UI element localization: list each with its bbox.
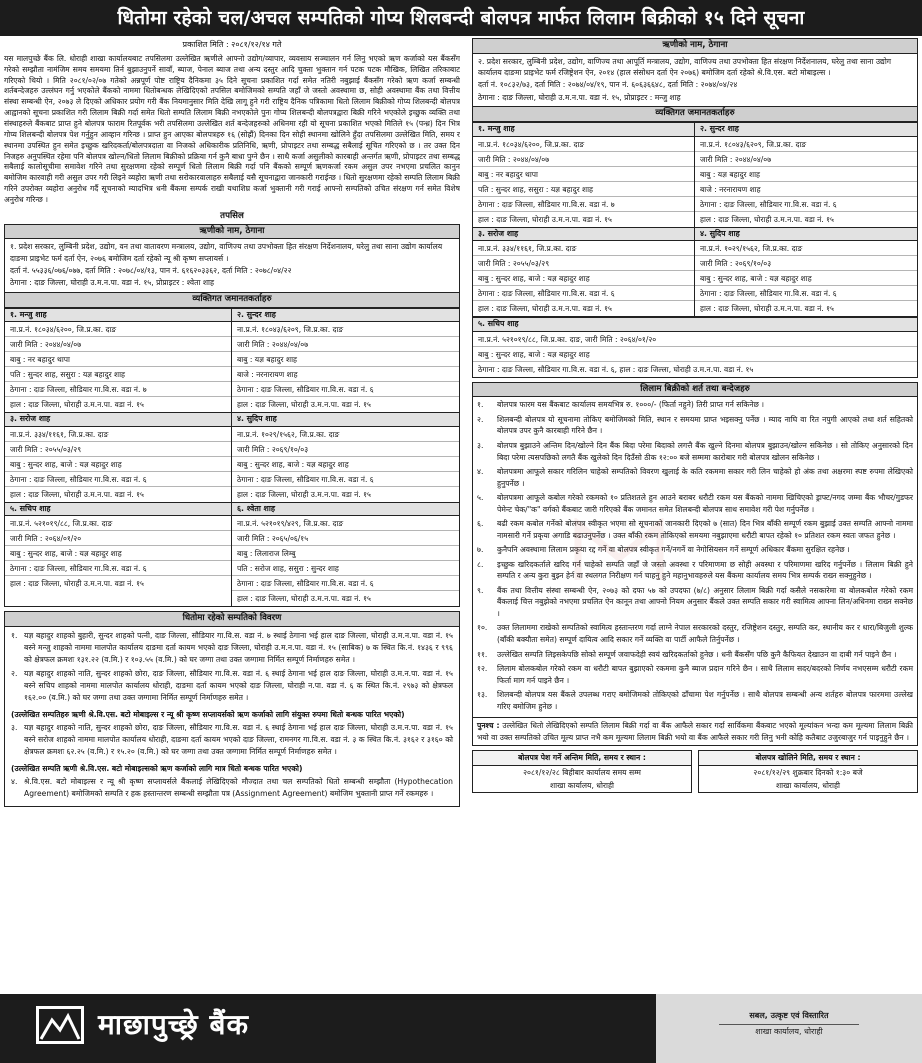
guarantor-detail-line: हाल : दाङ जिल्ला, घोराही उ.म.न.पा. वडा नं. १५ (10, 579, 144, 589)
term-item (477, 559, 913, 582)
punashcha-label: पुनश्च : (477, 721, 500, 731)
guarantor-card (5, 502, 232, 607)
guarantor-detail-line: ठेगाना : दाङ जिल्ला, सौडियार गा.वि.स. वडा नं. ६ (232, 472, 459, 487)
guarantor-name: २. सुन्दर शाह (232, 309, 459, 323)
guarantor-detail-line: ना.प्र.नं. १८०३४/६२००, जि.प्र.का. दाङ (473, 137, 694, 152)
property-num: २. (11, 669, 18, 679)
term-text: बोलपत्रमा आफूले सकार गरिलिन चाहेको सम्पतिको विवरण खुलाई के कति रकममा सकार गरी लिन चाहेको हो अंक तथा अक्षरमा स्पष्ट रुपमा लेखिएको हुनुपर्नेछ । (497, 467, 913, 488)
footer-divider (719, 1024, 859, 1025)
term-text: उल्लेखित सम्पति लिइसकेपछि सोको सम्पूर्ण जवाफदेही स्वयं खरिदकर्ताको हुनेछ । धनी बैंकसँग पछि कुनै कैफियत देखाउन वा दाबी गर्न पाइने छैन । (497, 649, 897, 659)
guarantor-detail-line: ना.प्र.नं. १०२९/१५६२, जि.प्र.का. दाङ (232, 427, 459, 442)
guarantor-detail-line: ना.प्र.नं. १८०४३/६२०९, जि.प्र.का. दाङ (232, 322, 459, 337)
guarantor-detail-line: ठेगाना : दाङ जिल्ला, सौडियार गा.वि.स. वडा नं. ६, हाल : दाङ जिल्ला, घोराही उ.म.न.पा. वडा नं. १५ (478, 364, 754, 374)
guarantor-detail-line: पति : सुन्दर शाह, ससुरा : यज्ञ बहादुर शाह (5, 367, 231, 382)
guarantor-detail-line: बाबु : सुन्दर शाह, बाजे : यज्ञ बहादुर शाह (232, 457, 459, 472)
guarantor-detail-line: ठेगाना : दाङ जिल्ला, सौडियार गा.वि.स. वडा नं. ६ (473, 286, 694, 301)
property-text: यज्ञ बहादुर शाहको नाति, सुन्दर शाहको छोरा, दाङ जिल्ला, सौडियार गा.वि.स. वडा नं. ६ स्थाई ठेगाना भई हाल दाङ जिल्ला, घोराही उ.म.न.पा. वडा नं. १५ बस्ने सरोज शाहको नाममा मालपोत कार्यालय धोराही, दाङमा दर्ता कायम भएको दाङ जिल्ला, रामनगर गा.वि.स. वडा नं. ३ क स्थित कि.नं. ३१६२ र ३१६० को क्षेत्रफल क्रमशः ६२.२५ (व.मि.) र १५.२० (व.मि.) को घर जग्गा तथा उक्त जग्गामा निर्मित सम्पूर्ण निर्माणहरु समेत । (24, 723, 454, 756)
property-num: ४. (11, 777, 18, 787)
guarantor-detail-line: हाल : दाङ जिल्ला, घोराही उ.म.न.पा. वडा नं. १५ (10, 400, 144, 410)
guarantor-name: १. मन्जु शाह (5, 309, 231, 323)
guarantor-detail-line: हाल : दाङ जिल्ला, घोराही उ.म.न.पा. वडा नं. १५ (478, 304, 612, 314)
term-number: १. (477, 400, 484, 410)
guarantor-card (473, 317, 917, 377)
guarantor-detail-line: जारी मिति : २०६५/०६/१५ (232, 531, 459, 546)
guarantor-detail-line: ना.प्र.नं. ५२१०१९/४२९, जि.प्र.का. दाङ (232, 516, 459, 531)
notice-title: धितोमा रहेको चल/अचल सम्पतिको गोप्य शिलबन्दी बोलपत्र मार्फत लिलाम बिक्रीको १५ दिने सूचना (0, 0, 922, 36)
guarantor-detail-line: ना.प्र.नं. ५२१०१९/८८, जि.प्र.का. दाङ (5, 516, 231, 531)
property-item (11, 722, 453, 757)
property-item (11, 668, 453, 703)
guarantor-name: ३. सरोज शाह (473, 228, 694, 242)
property-num: १. (11, 631, 18, 640)
right-guarantor-five (472, 317, 918, 378)
guarantor-name: ४. सुदिप शाह (232, 413, 459, 427)
guarantor-detail-line: हाल : दाङ जिल्ला, घोराही उ.म.न.पा. वडा नं. १५ (237, 489, 371, 499)
guarantor-detail-line: बाबु : सुन्दर शाह, बाजे : यज्ञ बहादुर शाह (473, 271, 694, 286)
guarantor-detail-line: जारी मिति : २०४४/०४/०७ (695, 152, 917, 167)
guarantor-detail-line: बाबु : लिलाराज लिम्बु (232, 546, 459, 561)
left-borrower-address: ठेगाना : दाङ जिल्ला, घोराही उ.म.न.पा. वडा नं. १५, प्रोप्राइटर : श्वेता शाह (10, 278, 215, 288)
left-borrower-text: १. प्रदेश सरकार, लुम्बिनी प्रदेश, उद्योग, वन तथा वातावरण मन्त्रालय, उद्योग, वाणिज्य तथा उपभोक्ता हित संरक्षण निर्देशनालय, घरेलु तथा साना उद्योग कार्यालय दाङमा प्राइभेट फर्म दर्ता ऐन, २०७६ बमोजिम दर्ता रहेको न्यू श्री कृष्ण सप्लायर्स । (10, 242, 443, 263)
opening-date-heading: बोलपत्र खोलिने मिति, समय र स्थान : (699, 751, 917, 765)
guarantor-detail-line: बाबु : नर बहादुर थापा (473, 167, 694, 182)
guarantor-detail-line: जारी मिति : २०५५/०३/२९ (5, 442, 231, 457)
property-note-single: (उल्लेखित सम्पति ऋणी श्रे.वि.एस. बटो मोबाइल्सको ऋण कर्जाको लागि मात्र धितो बन्धक पारित भएको) (11, 763, 303, 773)
term-item (477, 663, 913, 686)
term-text: बोलपत्र फारम यस बैंकबाट कार्यालय समयभित्र रु. १०००/- (फिर्ता नहुने) तिरी प्राप्त गर्न सकिनेछ । (497, 400, 765, 410)
published-date: प्रकाशित मिति : २०८१/१२/१४ गते (182, 40, 282, 49)
guarantor-detail-line: हाल : दाङ जिल्ला, घोराही उ.म.न.पा. वडा नं. १५ (237, 400, 371, 410)
term-item (477, 414, 913, 437)
guarantor-detail-line: ठेगाना : दाङ जिल्ला, सौडियार गा.वि.स. वडा नं. ६ (5, 472, 231, 487)
guarantor-name: ३. सरोज शाह (5, 413, 231, 427)
guarantor-detail-line: ठेगाना : दाङ जिल्ला, सौडियार गा.वि.स. वडा नं. ६ (232, 576, 459, 591)
term-number: १२. (477, 664, 488, 674)
guarantor-detail-line: हाल : दाङ जिल्ला, घोराही उ.म.न.पा. वडा नं. १५ (237, 594, 371, 604)
guarantor-name: ४. सुदिप शाह (695, 228, 917, 242)
right-guarantor-grid (472, 122, 918, 317)
guarantor-card (473, 122, 695, 227)
term-item (477, 689, 913, 712)
guarantor-name: २. सुन्दर शाह (695, 123, 917, 137)
property-text: यज्ञ बहादुर शाहको बुहारी, सुन्दर शाहको पत्नी, दाङ जिल्ला, सौडियार गा.वि.स. वडा नं. ७ स्थाई ठेगाना भई हाल दाङ जिल्ला, घोराही उ.म.न.पा. वडा नं. १५ बस्ने मन्जु शाहको नाममा मालपोत कार्यालय दाङमा दर्ता कायम भएको दाङ जिल्ला, घोराही उ.म.न.पा. वडा नं. १५ (साबिक) ७ क स्थित कि.नं. १४३६ र ९९६ को क्षेत्रफल क्रमशः १३१.२२ (व.मि.) र १०३.५५ (व.मि.) को घर जग्गा तथा उक्त जग्गामा निर्मित सम्पूर्ण निर्माणहरु समेत । (24, 631, 453, 664)
guarantor-detail-line: बाबु : यज्ञ बहादुर शाह (695, 167, 917, 182)
property-text: यज्ञ बहादुर शाहको नाति, सुन्दर शाहको छोरा, दाङ जिल्ला, सौडियार गा.वि.स. वडा नं. ६ स्थाई ठेगाना भई हाल दाङ जिल्ला, घोराही उ.म.न.पा. वडा नं. १५ बस्ने सचिप शाहको नाममा मालपोत कार्यालय धोराही, दाङमा दर्ता कायम भएको दाङ जिल्ला, घोराही न.पा. वडा नं. ६ क स्थित कि.नं. २९७३ को क्षेत्रफल १६२.०० (व.मि.) को घर जग्गा तथा उक्त जग्गामा निर्मित सम्पूर्ण निर्माणहरु समेत । (24, 669, 453, 702)
submission-deadline-box (472, 750, 692, 793)
footer-bar (0, 994, 922, 1063)
opening-date-place: शाखा कार्यालय, धोराही (776, 781, 840, 790)
deadlines (472, 750, 918, 793)
term-number: ८. (477, 559, 484, 569)
guarantor-card (473, 227, 695, 317)
property-num: ३. (11, 723, 18, 733)
guarantor-card (5, 412, 232, 502)
bank-tagline: सबल, उत्कृष्ट एवं विस्तारित (749, 1011, 829, 1020)
guarantor-name: ६. श्वेता शाह (232, 503, 459, 517)
term-item (477, 518, 913, 541)
term-number: ४. (477, 467, 484, 477)
left-borrower-box (4, 239, 460, 293)
intro-paragraph: यस मालपुच्छे बैंक लि. धोराही शाखा कार्यालयबाट तपसिलमा उल्लेखित ऋणीले आफ्नो उद्योग/व्यापार, व्यवसाय सञ्चालन गर्न लिनु भएको ऋण कर्जाको यस बैंकसँग गरेको सम्झौता नामंजिम समय समयमा तिर्न बुझाउनुपर्ने सावाँ, ब्याज, पेनाल ब्याज तथा अन्य दस्तुर आदि चुक्ता भुक्तान गर्न पटक पटक मौखिक, लिखित तरिकाबाट गरिएको थियो । मिति २०८१/०२/०७ गतेको अन्नपूर्ण पोष्ट राष्ट्रिय दैनिकमा ३५ दिने सूचना प्रकाशित गर्दा समेत नतिरी नबुझाई बैंकसँग गरेको ऋण कर्जा सम्बन्धी शर्तबन्देजहरु उल्लंघन गर्नु भएकोले बैंकको नाममा धितोबन्धक लेखिदिएको तपसिल बमोजिमको सम्पति जहाँ जे जस्तो अवस्थामा छ, सोही अवस्थामा बैंक तथा वित्तीय संस्था सम्बन्धी ऐन, २०७३ ले दिएको अधिकार प्रयोग गरी बैंक नियमानुसार मिति देखि लागू हुने गरी राष्ट्रिय दैनिक पत्रिकामा धितो लिलाम बिक्रीको गोप्य शिलबन्दी बोलपत्र आह्वानको सूचना प्रकाशित गरी लिलाम बिक्री गर्दा समेत धितो सम्पति लिलाम बिक्री नभएकोले पुनः गोप्य शिलबन्दी बोलपत्रद्वारा बिक्री गरिने भएकोले इच्छुक व्यक्ति तथा संस्थाहरुले बैंकबाट प्राप्त हुने बोलपत्र फाराम रितपूर्वक भरी तपसिलमा उल्लेखित शर्त बन्देजहरुको अधिनमा रही यो सूचना प्रकाशित भएको मितिले १५ (पन्ध्र) दिन भित्र गोप्य शिलबन्दी बोलपत्र पेश गर्नुहुन आव्हान गरिन्छ । प्राप्त हुन आएका बोलपत्रहरु १६ (सोह्रौं) दिनका दिन सोही स्थानमा खोलिने हुँदा तपसिलमा उल्लेखित मिति, समय र स्थानमा उपस्थित हुन समेत इच्छुक खरिदकर्ता/बोलपत्रदाता वा निजको अधिकारीक प्रतिनिधि, ऋणी, प्रोपाइटर तथा सम्बद्ध सबैलाई सूचित गरिएको छ । तर उक्त दिन निजहरु अनुपस्थित रहेमा पनि बोलपत्र खोल्न/धितो लिलाम बिक्रीको प्रक्रिया गर्न कुनै बाधा पुग्ने छैन । साथै कर्जा असुलीको कारबाही अन्तर्गत ऋणी, प्रोपाइटर तथा सम्बद्ध सबैलाई कालोसूचीमा समावेश गरिने तथा सुरक्षणमा रहेको सम्पूर्ण धितो लिलाम बिक्री गर्दा पनि बैंकको सम्पूर्ण ऋणकर्जा रकम असुल उपर नभएमा प्रचलित कानुन बमोजिम कारवाही गरी असुल उपर गरी लिइने व्यहोरा ऋणी तथा सरोकारवालाहरु सबैलाई यसै सूचनाद्वारा जानकारी गराईन्छ । धितो सुरक्षणमा रहेको सम्पति लिलाम बिक्री गरिने उपरोक्त व्यहोरा अनुरोध गर्दै सूचनाको म्यादभित्र धनी बैंकमा सम्पर्क राखी यथाशिघ्र कर्जा भुक्तानी गरी गराई आफ्नो सम्पतिको उचित संरक्षण गर्न समेत विशेष अनुरोध गरिन्छ । (4, 53, 460, 205)
term-text: शिलबन्दी बोलपत्र यस बैंकले उपलब्ध गराए बमोजिमको तोकिएको ढाँचामा पेश गर्नुपर्नेछ । साथै बोलपत्र सम्बन्धी अन्य शर्तहरु बोलपत्र फारममा उल्लेख गरिए बमोजिम हुनेछ । (497, 690, 913, 711)
term-text: इच्छुक खरिदकर्ताले खरिद गर्न चाहेको सम्पति जहाँ जे जस्तो अवस्था र परिमाणमा छ सोही अवस्था र परिमाणमा खरिद गर्नुपर्नेछ । लिलाम बिक्री हुने सम्पति र अन्य कुरा बुझ्न हेर्न वा स्थलगत निरीक्षण गर्न चाहनु हुने महानुभावहरुले यस बैंकमा कार्यालय समय भित्र सम्पर्क राख्न सक्नुहुनेछ । (497, 559, 913, 581)
term-text: बढी रकम कबोल गर्नेको बोलपत्र स्वीकृत भएमा सो सूचनाको जानकारी दिएको ७ (सात) दिन भित्र बाँकी सम्पूर्ण रकम बुझाई उक्त सम्पति आफ्नो नाममा नामसारी गर्ने प्रकृया अगाडि बढाउनुपर्नेछ । उक्त बाँकी रकम तोकिएको समयमा नबुझाएमा धरौटी बापत रहेको १० प्रतिशत रकम स्वतः जफत हुनेछ । (497, 519, 913, 540)
submission-deadline-date: २०८१/१२/२८ बिहीबार कार्यालय समय सम्म (523, 767, 641, 777)
property-note-joint: (उल्लेखित सम्पतिहरु ऋणी श्रे.वि.एस. बटो मोबाइल्स र न्यू श्री कृष्ण सप्लायर्सको ऋण कर्जाको लागि संयुक्त रुपमा धितो बन्धक पारित भएको) (11, 709, 405, 719)
right-borrower-reg: दर्ता नं. १०८३२/७३, दर्ता मिति : २०७४/०४/१९, पान नं. ६०६३६६४८, दर्ता मिति : २०७४/०४/२४ (478, 80, 738, 90)
submission-deadline-heading: बोलपत्र पेश गर्ने अन्तिम मिति, समय र स्थान : (473, 751, 691, 765)
opening-date-box (698, 750, 918, 793)
guarantor-detail-line: पति : सरोज शाह, ससुरा : सुन्दर शाह (232, 561, 459, 576)
guarantor-detail-line: बाजे : नरनारायण शाह (695, 182, 917, 197)
term-number: २. (477, 414, 484, 424)
left-borrower-heading: ऋणीको नाम, ठेगाना (4, 224, 460, 240)
term-text: शिलबन्दी बोलपत्र यो सूचनामा तोकिए बमोजिमको मिति, स्थान र समयमा प्राप्त भइसक्नु पर्नेछ । म्याद नाघि वा रित नपुगी आएको तथा शर्त सहितको बोलपत्र उपर कुनै कारबाही गरिने छैन । (497, 414, 913, 436)
guarantor-detail-line: ना.प्र.नं. ३३४/११६१, जि.प्र.का. दाङ (473, 241, 694, 256)
guarantor-detail-line: जारी मिति : २०४४/०४/०७ (5, 337, 231, 352)
term-number: ५. (477, 493, 484, 503)
tapsil-heading: तपसिल (220, 210, 244, 221)
mountain-logo-icon (36, 1006, 84, 1044)
guarantor-detail-line: हाल : दाङ जिल्ला, घोराही उ.म.न.पा. वडा नं. १५ (478, 214, 612, 224)
term-item (477, 585, 913, 620)
right-borrower-text: २. प्रदेश सरकार, लुम्बिनी प्रदेश, उद्योग, वाणिज्य तथा आपूर्ति मन्त्रालय, उद्योग, वाणिज्य तथा उपभोक्ता हित संरक्षण निर्देशनालय, घरेलु तथा साना उद्योग कार्यालय दाङमा प्राइभेट फर्म रजिष्ट्रेशन ऐन, २०१४ (हाल संसोधन दर्ता ऐन २०७६) बमोजिम दर्ता रहेको श्रे.वि.एस. बटो मोबाइल्स । (478, 56, 892, 78)
guarantor-name: ५. सचिप शाह (5, 503, 231, 517)
submission-deadline-place: शाखा कार्यालय, धोराही (550, 781, 614, 790)
left-borrower-reg: दर्ता नं. ५५३३६/०७६/०७७, दर्ता मिति : २०७८/०४/१३, पान नं. ६१६२०३३६२, दर्ता मिति : २०७८/०४/२२ (10, 266, 292, 276)
guarantor-detail-line: हाल : दाङ जिल्ला, घोराही उ.म.न.पा. वडा नं. १५ (10, 489, 144, 499)
guarantor-detail-line: बाजे : नरनारायण शाह (232, 367, 459, 382)
left-guarantor-grid (4, 308, 460, 608)
opening-date-date: २०८१/१२/२९ शुक्रबार दिनको १:३० बजे (753, 767, 863, 777)
guarantor-detail-line: जारी मिति : २०४४/०४/०७ (473, 152, 694, 167)
guarantor-detail-line: हाल : दाङ जिल्ला, घोराही उ.म.न.पा. वडा नं. १५ (700, 214, 834, 224)
punashcha-box (472, 718, 918, 746)
guarantor-detail-line: ठेगाना : दाङ जिल्ला, सौडियार गा.वि.स. वडा नं. ६ (695, 197, 917, 212)
term-text: बोलपत्र बुझाउने अन्तिम दिन/खोल्ने दिन बैंक बिदा परेमा बिदाको लगत्तै बैंक खुल्ने दिनमा बोलपत्र बुझाउन/खोल्न सकिनेछ । सो तोकिए अनुसारको दिन बिदा परेमा त्यसपछिको लगतै बैंक खुलेको दिन दिउँसो ठीक १२:०० बजे सम्ममा कारोबार गरी बोलपत्र खोलन सकिनेछ । (497, 441, 913, 462)
guarantor-detail-line: बाबु : सुन्दर शाह, बाजे : यज्ञ बहादुर शाह (695, 271, 917, 286)
guarantor-name: १. मन्जु शाह (473, 123, 694, 137)
guarantor-detail-line: जारी मिति : २०५५/०३/२९ (473, 256, 694, 271)
guarantor-card (5, 308, 232, 413)
property-text: श्रे.वि.एस. बटो मोबाइल्स र न्यू श्री कृष्ण सप्लायर्सले बैंकलाई लेखिदिएको मौज्दात तथा चल सम्पतिको धितो सम्बन्धी सम्झौता (Hypothecation Agreement) बमोजिमको सम्पति र हक हस्तान्तरण सम्बन्धी सम्झौता पत्र (Assignment Agreement) बमोजिम भुक्तानी प्राप्त गर्ने रकमहरु । (24, 777, 453, 799)
term-number: १०. (477, 623, 488, 633)
guarantor-detail-line: बाबु : नर बहादुर थापा (5, 352, 231, 367)
guarantor-detail-line: हाल : दाङ जिल्ला, घोराही उ.म.न.पा. वडा नं. १५ (700, 304, 834, 314)
guarantor-detail-line: ठेगाना : दाङ जिल्ला, सौडियार गा.वि.स. वडा नं. ६ (5, 561, 231, 576)
guarantor-detail-line: बाबु : यज्ञ बहादुर शाह (232, 352, 459, 367)
term-item (477, 399, 913, 411)
guarantor-detail-line: ना.प्र.नं. १८०३४/६२००, जि.प्र.का. दाङ (5, 322, 231, 337)
terms-heading: लिलाम बिक्रीको शर्त तथा बन्देजहरु (472, 382, 918, 398)
guarantor-detail-line: ठेगाना : दाङ जिल्ला, सौडियार गा.वि.स. वडा नं. ६ (695, 286, 917, 301)
guarantor-name: ५. सचिप शाह (473, 318, 917, 332)
guarantor-card (232, 412, 459, 502)
guarantor-card (232, 308, 459, 413)
guarantor-detail-line: ना.प्र.नं. ३३४/११६१, जि.प्र.का. दाङ (5, 427, 231, 442)
guarantor-detail-line: ना.प्र.नं. १८०४३/६२०९, जि.प्र.का. दाङ (695, 137, 917, 152)
right-column (472, 38, 918, 992)
guarantor-detail-line: बाबु : सुन्दर शाह, बाजे : यज्ञ बहादुर शाह (473, 347, 917, 362)
guarantor-card (695, 122, 917, 227)
term-text: उक्त लिलाममा राखेको सम्पतिको स्वामित्व हस्तान्तरण गर्दा लाग्ने नेपाल सरकारको दस्तुर, रजिष्ट्रेशन दस्तुर, सम्पति कर, स्थानीय कर र धारा/बिजुली शुल्क (बाँकी बक्यौता समेत) सम्पूर्ण दायित्व आदि सकार गर्ने व्यक्ति वा पार्टी आफैले तिर्नुपर्नेछ । (497, 623, 913, 644)
bank-name: माछापुच्छ्रे बैंक (98, 1008, 249, 1041)
term-text: लिलाम बोलकबोल गरेको रकम वा धरौटी बापत बुझाएको रकममा कुनै ब्याज प्रदान गरिने छैन । साथै लिलाम सदर/बदरको निर्णय नभएसम्म धरौटी रकम फिर्ता माग गर्न पाइने छैन । (497, 664, 913, 685)
term-number: ९. (477, 585, 484, 595)
bank-logo (36, 1006, 249, 1044)
property-heading: धितोमा रहेको सम्पतिको विवरण (4, 611, 460, 627)
term-number: ६. (477, 519, 484, 529)
term-item (477, 440, 913, 463)
property-item (11, 776, 453, 800)
guarantor-detail-line: ना.प्र.नं. ५२१०१९/८८, जि.प्र.का. दाङ, जारी मिति : २०६४/०१/२० (473, 332, 917, 347)
term-text: बैंक तथा वित्तीय संस्था सम्बन्धी ऐन, २०७३ को दफा ५७ को उपदफा (७/८) अनुसार लिलाम बिक्री गर्दा कसैले नसकारेमा वा बोलकबोल गरेको रकम बैंकलाई चित्त नबुझेको नभएमा प्रचलित ऐन कानून तथा आफ्नो नियम अनुसार बैंकले उक्त सम्पति सकार गरी स्वामित्व आफ्ना लिन/अधिनमा राख्न सक्नेछ । (497, 585, 913, 618)
term-item (477, 622, 913, 645)
right-borrower-address: ठेगाना : दाङ जिल्ला, घोराही उ.म.न.पा. वडा नं. १५, प्रोप्राइटर : मन्जु शाह (478, 92, 681, 102)
guarantor-detail-line: ठेगाना : दाङ जिल्ला, सौडियार गा.वि.स. वडा नं. ६ (232, 382, 459, 397)
footer-branch-panel (656, 994, 922, 1063)
right-borrower-box (472, 54, 918, 108)
watermark-logo-icon (574, 518, 664, 584)
term-text: बोलपत्रमा आफूले कबोल गरेको रकमको १० प्रतिशतले हुन आउने बराबर धरौटी रकम यस बैंकको नाममा खिचिएको ड्राफ्ट/नगद जम्मा बैंक भौचर/गुडफर पेमेन्ट चेक/"क" वर्गको बैंकबाट जारी गरिएको बैंक जमानत समेत शिलबन्दी बोलपत्र साथ समावेश गरी पेश गर्नुपर्नेछ । (497, 493, 913, 514)
term-item (477, 544, 913, 556)
guarantor-detail-line: ठेगाना : दाङ जिल्ला, सौडियार गा.वि.स. वडा नं. ७ (473, 197, 694, 212)
guarantor-detail-line: जारी मिति : २०६४/०१/२० (5, 531, 231, 546)
left-guarantor-heading: व्यक्तिगत जमानतकर्ताहरु (4, 293, 460, 308)
guarantor-detail-line: ठेगाना : दाङ जिल्ला, सौडियार गा.वि.स. वडा नं. ७ (5, 382, 231, 397)
punashcha-text: उल्लेखित धितो लेखिदिएको सम्पति लिलाम बिक्री गर्दा वा बैंक आफैले सकार गर्दा सार्विकमा बैंकबाट भएको मूल्यांकन भन्दा कम मूल्यमा लिलाम बिक्री भयो वा उक्त सम्पतिको उचित मूल्य प्राप्त नभै कम मूल्यमा लिलाम बिक्री भयो वा बैंक आफैले सकार गरी लिनु भनी कोहि कतैबाट उजुरबाजुर गर्न पाइनुहुने छैन । (477, 721, 913, 742)
guarantor-detail-line: जारी मिति : २०६९/१०/०३ (232, 442, 459, 457)
term-number: ७. (477, 545, 484, 555)
guarantor-card (232, 502, 459, 607)
footer-branch: शाखा कार्यालय, धोराही (755, 1026, 823, 1036)
guarantor-detail-line: जारी मिति : २०४४/०४/०७ (232, 337, 459, 352)
term-text: कुनैपनि अवस्थामा लिलाम प्रकृया रद्द गर्ने वा बोलपत्र स्वीकृत गर्ने/नगर्ने वा नेगोसियसन गर्ने सम्पूर्ण अधिकार बैंकमा सुरक्षित रहनेछ । (497, 545, 850, 555)
guarantor-detail-line: जारी मिति : २०६९/१०/०३ (695, 256, 917, 271)
guarantor-detail-line: बाबु : सुन्दर शाह, बाजे : यज्ञ बहादुर शाह (5, 457, 231, 472)
property-item (11, 630, 453, 665)
term-item (477, 466, 913, 489)
term-number: ११. (477, 649, 488, 659)
term-item (477, 649, 913, 661)
terms-list (472, 397, 918, 718)
term-number: १३. (477, 690, 488, 700)
guarantor-detail-line: ना.प्र.नं. १०२९/१५६२, जि.प्र.का. दाङ (695, 241, 917, 256)
guarantor-detail-line: पति : सुन्दर शाह, ससुरा : यज्ञ बहादुर शाह (473, 182, 694, 197)
property-details (4, 627, 460, 807)
left-column (4, 38, 460, 992)
term-number: ३. (477, 441, 484, 450)
guarantor-detail-line: बाबु : सुन्दर शाह, बाजे : यज्ञ बहादुर शाह (5, 546, 231, 561)
guarantor-card (695, 227, 917, 317)
right-guarantor-heading: व्यक्तिगत जमानतकर्ताहरु (472, 107, 918, 122)
term-item (477, 492, 913, 515)
right-borrower-heading: ऋणीको नाम, ठेगाना (472, 38, 918, 54)
